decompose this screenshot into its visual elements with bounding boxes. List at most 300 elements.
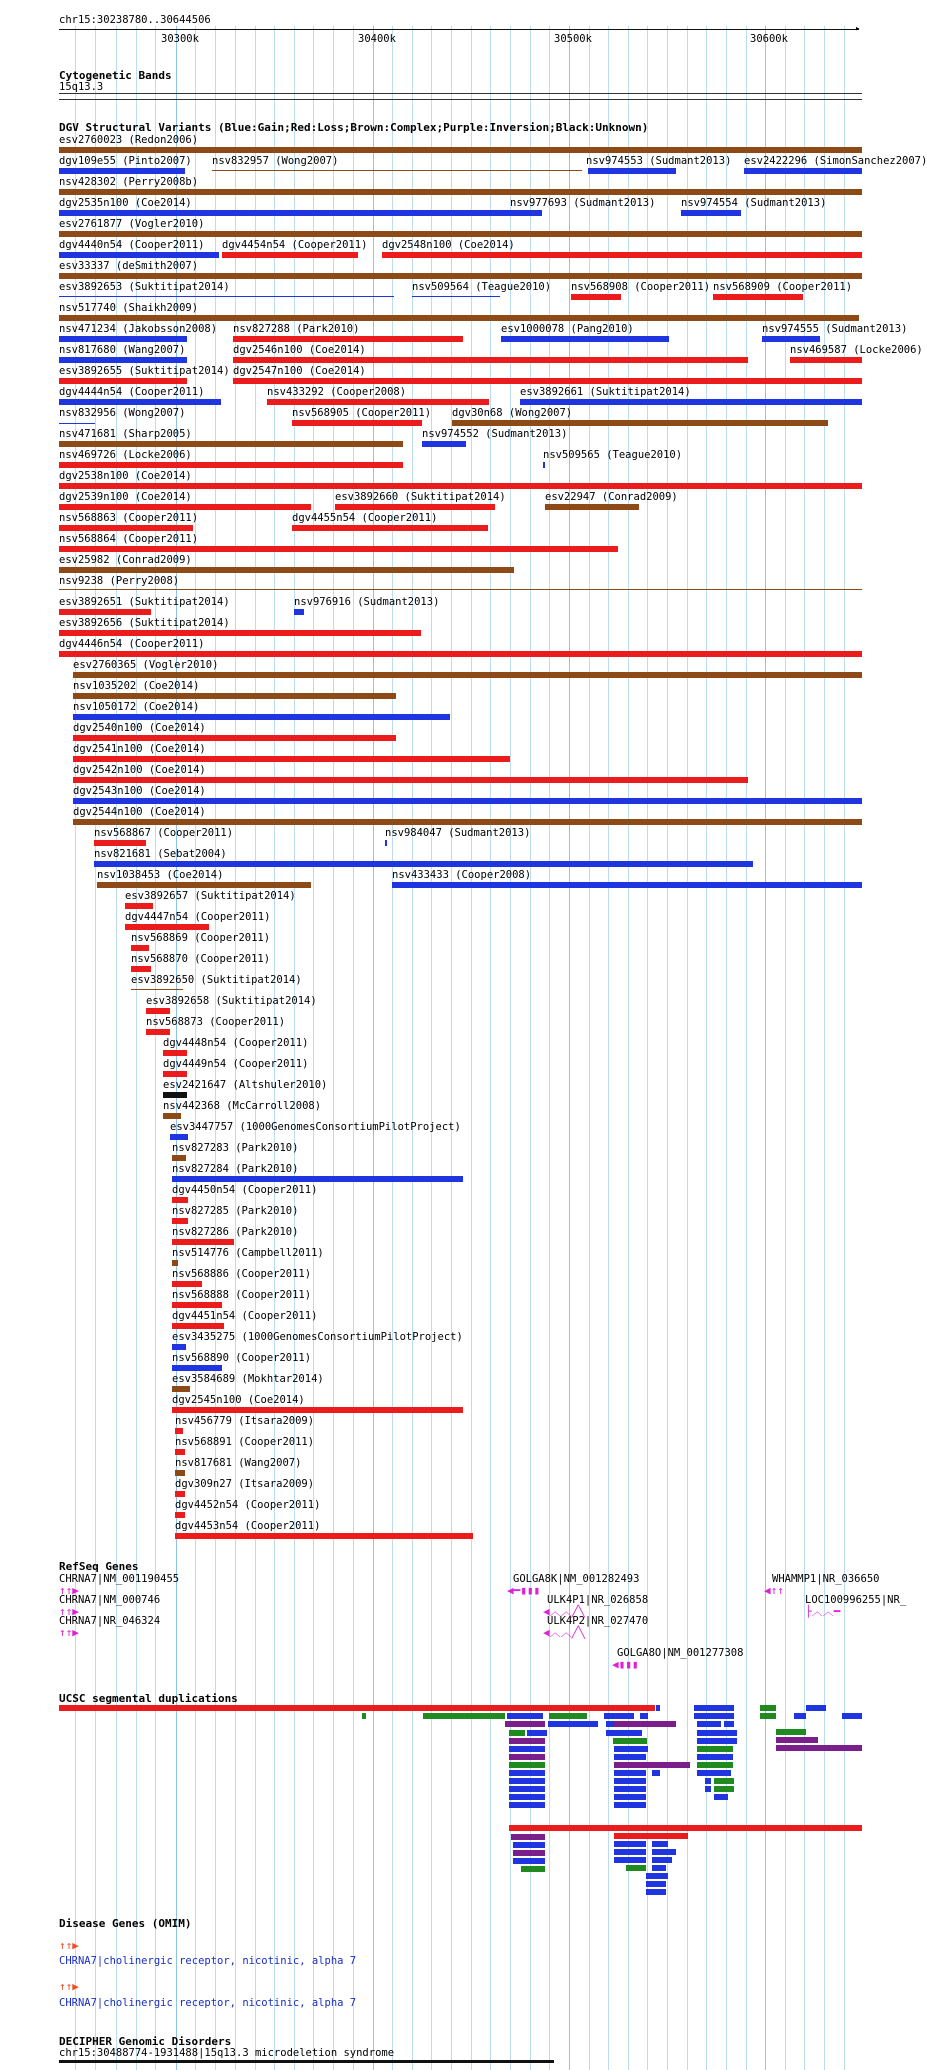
variant-label[interactable]: dgv2547n100 (Coe2014) — [233, 365, 366, 377]
variant-bar[interactable] — [73, 672, 862, 678]
variant-label[interactable]: dgv4446n54 (Cooper2011) — [59, 638, 205, 650]
variant-label[interactable]: nsv1038453 (Coe2014) — [97, 869, 224, 881]
tick-label: 30600k — [750, 33, 788, 45]
variant-label[interactable]: nsv832957 (Wong2007) — [212, 155, 339, 167]
variant-bar[interactable] — [267, 399, 489, 405]
omim-glyph-icon[interactable]: ↑↑▶ — [59, 1939, 79, 1952]
gene-label[interactable]: WHAMMP1|NR_036650 — [772, 1573, 880, 1585]
variant-bar[interactable] — [175, 1491, 185, 1497]
segdup-block[interactable] — [614, 1770, 646, 1776]
segdup-block[interactable] — [842, 1713, 862, 1719]
variant-label[interactable]: esv2761877 (Vogler2010) — [59, 218, 205, 230]
variant-label[interactable]: dgv4451n54 (Cooper2011) — [172, 1310, 318, 1322]
gene-glyph-icon[interactable]: ◀━▮▮▮ — [507, 1584, 541, 1597]
variant-label[interactable]: dgv2539n100 (Coe2014) — [59, 491, 192, 503]
segdup-block[interactable] — [646, 1873, 668, 1879]
variant-bar[interactable] — [59, 168, 185, 174]
variant-label[interactable]: esv3435275 (1000GenomesConsortiumPilotProject) — [172, 1331, 463, 1343]
variant-bar[interactable] — [175, 1470, 185, 1476]
segdup-block[interactable] — [652, 1849, 676, 1855]
segdup-block[interactable] — [714, 1778, 734, 1784]
variant-label[interactable]: nsv984047 (Sudmant2013) — [385, 827, 531, 839]
variant-bar[interactable] — [59, 423, 95, 424]
variant-label[interactable]: nsv568886 (Cooper2011) — [172, 1268, 312, 1280]
variant-bar[interactable] — [294, 609, 304, 615]
segdup-block[interactable] — [549, 1713, 587, 1719]
variant-bar[interactable] — [73, 693, 396, 699]
variant-bar[interactable] — [73, 735, 396, 741]
segdup-block[interactable] — [527, 1730, 547, 1736]
variant-label[interactable]: nsv471681 (Sharp2005) — [59, 428, 192, 440]
segdup-block[interactable] — [614, 1833, 688, 1839]
variant-bar[interactable] — [790, 357, 862, 363]
variant-bar[interactable] — [59, 525, 193, 531]
variant-label[interactable]: dgv2540n100 (Coe2014) — [73, 722, 206, 734]
variant-label[interactable]: nsv509565 (Teague2010) — [543, 449, 683, 461]
variant-label[interactable]: nsv1035202 (Coe2014) — [73, 680, 200, 692]
variant-label[interactable]: esv3892655 (Suktitipat2014) — [59, 365, 230, 377]
variant-label[interactable]: nsv827283 (Park2010) — [172, 1142, 299, 1154]
variant-bar[interactable] — [172, 1365, 222, 1371]
segdup-block[interactable] — [760, 1713, 776, 1719]
segdup-block[interactable] — [652, 1857, 672, 1863]
variant-label[interactable]: nsv568867 (Cooper2011) — [94, 827, 234, 839]
variant-label[interactable]: nsv974553 (Sudmant2013) — [586, 155, 732, 167]
variant-label[interactable]: dgv309n27 (Itsara2009) — [175, 1478, 315, 1490]
variant-bar[interactable] — [744, 168, 862, 174]
segdup-block[interactable] — [697, 1730, 737, 1736]
variant-bar[interactable] — [233, 378, 862, 384]
variant-label[interactable]: esv3892653 (Suktitipat2014) — [59, 281, 230, 293]
variant-label[interactable]: nsv433292 (Cooper2008) — [267, 386, 407, 398]
track-title-decipher[interactable]: DECIPHER Genomic Disorders — [59, 2035, 232, 2048]
segdup-block[interactable] — [656, 1705, 660, 1711]
segdup-block[interactable] — [509, 1825, 862, 1831]
variant-bar[interactable] — [543, 462, 545, 468]
variant-label[interactable]: nsv469587 (Locke2006) — [790, 344, 923, 356]
segdup-block[interactable] — [776, 1737, 818, 1743]
variant-label[interactable]: esv2760023 (Redon2006) — [59, 134, 199, 146]
segdup-block[interactable] — [509, 1738, 545, 1744]
tick-label: 30400k — [358, 33, 396, 45]
segdup-block[interactable] — [705, 1778, 711, 1784]
segdup-block[interactable] — [509, 1754, 545, 1760]
variant-label[interactable]: esv3892651 (Suktitipat2014) — [59, 596, 230, 608]
variant-label[interactable]: nsv827286 (Park2010) — [172, 1226, 299, 1238]
variant-bar[interactable] — [125, 903, 153, 909]
variant-bar[interactable] — [94, 861, 753, 867]
variant-bar[interactable] — [59, 315, 859, 321]
segdup-block[interactable] — [614, 1778, 646, 1784]
variant-label[interactable]: nsv821681 (Sebat2004) — [94, 848, 227, 860]
ruler-arrow-icon: ▸ — [855, 24, 861, 34]
segdup-block[interactable] — [776, 1745, 862, 1751]
segdup-block[interactable] — [724, 1721, 734, 1727]
segdup-block[interactable] — [509, 1802, 545, 1808]
variant-bar[interactable] — [59, 231, 862, 237]
variant-bar[interactable] — [59, 609, 151, 615]
variant-label[interactable]: nsv428302 (Perry2008b) — [59, 176, 199, 188]
variant-label[interactable]: nsv509564 (Teague2010) — [412, 281, 552, 293]
cytoband-line — [59, 93, 862, 94]
variant-label[interactable]: dgv2546n100 (Coe2014) — [233, 344, 366, 356]
omim-entry[interactable]: CHRNA7|cholinergic receptor, nicotinic, alpha 7 — [59, 1955, 357, 1967]
variant-label[interactable]: dgv4454n54 (Cooper2011) — [222, 239, 368, 251]
segdup-block[interactable] — [705, 1786, 711, 1792]
variant-bar[interactable] — [335, 504, 495, 510]
omim-entry[interactable]: CHRNA7|cholinergic receptor, nicotinic, alpha 7 — [59, 1997, 357, 2009]
segdup-block[interactable] — [697, 1738, 737, 1744]
segdup-block[interactable] — [509, 1746, 545, 1752]
variant-bar[interactable] — [59, 147, 862, 153]
track-title-dgv[interactable]: DGV Structural Variants (Blue:Gain;Red:Loss;Brown:Complex;Purple:Inversion;Black:Unknown) — [59, 121, 649, 134]
variant-label[interactable]: nsv568905 (Cooper2011) — [292, 407, 432, 419]
variant-bar[interactable] — [545, 504, 639, 510]
segdup-block[interactable] — [694, 1705, 734, 1711]
variant-bar[interactable] — [97, 882, 311, 888]
variant-bar[interactable] — [59, 252, 219, 258]
variant-bar[interactable] — [146, 1008, 170, 1014]
variant-label[interactable]: esv3447757 (1000GenomesConsortiumPilotProject) — [170, 1121, 461, 1133]
variant-bar[interactable] — [588, 168, 676, 174]
segdup-block[interactable] — [640, 1713, 648, 1719]
variant-label[interactable]: esv3892661 (Suktitipat2014) — [520, 386, 691, 398]
variant-bar[interactable] — [59, 651, 862, 657]
segdup-block[interactable] — [652, 1770, 660, 1776]
variant-label[interactable]: esv3892658 (Suktitipat2014) — [146, 995, 317, 1007]
segdup-block[interactable] — [614, 1754, 646, 1760]
variant-label[interactable]: dgv2545n100 (Coe2014) — [172, 1394, 305, 1406]
segdup-block[interactable] — [614, 1857, 646, 1863]
segdup-block[interactable] — [511, 1834, 545, 1840]
variant-label[interactable]: nsv568870 (Cooper2011) — [131, 953, 271, 965]
variant-label[interactable]: nsv514776 (Campbell2011) — [172, 1247, 324, 1259]
variant-bar[interactable] — [175, 1533, 473, 1539]
variant-label[interactable]: esv3892650 (Suktitipat2014) — [131, 974, 302, 986]
gene-glyph-icon[interactable]: ◀︿︿╱╲ — [543, 1605, 585, 1618]
segdup-block[interactable] — [606, 1730, 642, 1736]
variant-label[interactable]: dgv2544n100 (Coe2014) — [73, 806, 206, 818]
segdup-block[interactable] — [614, 1794, 646, 1800]
variant-bar[interactable] — [172, 1218, 188, 1224]
variant-bar[interactable] — [59, 567, 514, 573]
gene-label[interactable]: LOC100996255|NR_ — [805, 1594, 907, 1606]
segdup-block[interactable] — [509, 1770, 545, 1776]
variant-bar[interactable] — [292, 420, 422, 426]
variant-label[interactable]: nsv568890 (Cooper2011) — [172, 1352, 312, 1364]
segdup-block[interactable] — [794, 1713, 806, 1719]
segdup-block[interactable] — [697, 1762, 733, 1768]
variant-bar[interactable] — [59, 336, 187, 342]
variant-label[interactable]: esv3892660 (Suktitipat2014) — [335, 491, 506, 503]
variant-label[interactable]: nsv568873 (Cooper2011) — [146, 1016, 286, 1028]
variant-bar[interactable] — [172, 1239, 234, 1245]
segdup-block[interactable] — [613, 1738, 647, 1744]
segdup-block[interactable] — [614, 1802, 646, 1808]
gene-glyph-icon[interactable]: ↑↑▶ — [59, 1584, 79, 1597]
segdup-block[interactable] — [509, 1730, 525, 1736]
variant-bar[interactable] — [163, 1092, 187, 1098]
segdup-block[interactable] — [362, 1713, 366, 1719]
variant-bar[interactable] — [382, 252, 862, 258]
variant-label[interactable]: nsv1050172 (Coe2014) — [73, 701, 200, 713]
variant-bar[interactable] — [59, 546, 618, 552]
variant-bar[interactable] — [59, 296, 394, 297]
segdup-block[interactable] — [646, 1889, 666, 1895]
variant-bar[interactable] — [146, 1029, 170, 1035]
variant-bar[interactable] — [172, 1302, 222, 1308]
variant-bar[interactable] — [175, 1512, 185, 1518]
gene-glyph-icon[interactable]: ↑↑▶ — [59, 1626, 79, 1639]
segdup-block[interactable] — [513, 1850, 545, 1856]
variant-label[interactable]: dgv109e55 (Pinto2007) — [59, 155, 192, 167]
variant-bar[interactable] — [59, 210, 542, 216]
variant-bar[interactable] — [131, 945, 149, 951]
segdup-block[interactable] — [646, 1881, 666, 1887]
variant-bar[interactable] — [520, 399, 862, 405]
variant-label[interactable]: nsv442368 (McCarroll2008) — [163, 1100, 322, 1112]
variant-label[interactable]: dgv2543n100 (Coe2014) — [73, 785, 206, 797]
variant-label[interactable]: dgv30n68 (Wong2007) — [452, 407, 573, 419]
variant-label[interactable]: nsv568908 (Cooper2011) — [571, 281, 711, 293]
variant-label[interactable]: esv3892657 (Suktitipat2014) — [125, 890, 296, 902]
segdup-block[interactable] — [505, 1721, 545, 1727]
variant-label[interactable]: dgv2548n100 (Coe2014) — [382, 239, 515, 251]
segdup-block[interactable] — [507, 1713, 543, 1719]
variant-label[interactable]: nsv974554 (Sudmant2013) — [681, 197, 827, 209]
variant-bar[interactable] — [681, 210, 741, 216]
variant-bar[interactable] — [762, 336, 820, 342]
variant-bar[interactable] — [131, 966, 151, 972]
track-title-segdup[interactable]: UCSC segmental duplications — [59, 1692, 238, 1705]
gene-label[interactable]: CHRNA7|NM_001190455 — [59, 1573, 180, 1585]
variant-label[interactable]: dgv2535n100 (Coe2014) — [59, 197, 192, 209]
segdup-block[interactable] — [652, 1841, 668, 1847]
variant-bar[interactable] — [94, 840, 146, 846]
variant-label[interactable]: nsv568863 (Cooper2011) — [59, 512, 199, 524]
gene-glyph-icon[interactable]: ↑↑▶ — [59, 1605, 79, 1618]
gene-label[interactable]: GOLGA8O|NM_001277308 — [617, 1647, 744, 1659]
variant-bar[interactable] — [713, 294, 803, 300]
variant-label[interactable]: nsv471234 (Jakobsson2008) — [59, 323, 218, 335]
gene-label[interactable]: GOLGA8K|NM_001282493 — [513, 1573, 640, 1585]
segdup-block[interactable] — [614, 1841, 646, 1847]
variant-label[interactable]: nsv976916 (Sudmant2013) — [294, 596, 440, 608]
segdup-block[interactable] — [697, 1746, 733, 1752]
variant-bar[interactable] — [233, 357, 748, 363]
variant-bar[interactable] — [172, 1260, 178, 1266]
variant-label[interactable]: dgv4450n54 (Cooper2011) — [172, 1184, 318, 1196]
gene-glyph-icon[interactable]: ◀▮▮▮ — [612, 1658, 639, 1671]
segdup-block[interactable] — [776, 1729, 806, 1735]
variant-label[interactable]: esv2422296 (SimonSanchez2007) — [744, 155, 927, 167]
segdup-block[interactable] — [697, 1770, 731, 1776]
segdup-block[interactable] — [614, 1721, 676, 1727]
variant-bar[interactable] — [392, 882, 862, 888]
variant-label[interactable]: dgv4447n54 (Cooper2011) — [125, 911, 271, 923]
variant-bar[interactable] — [292, 525, 488, 531]
variant-label[interactable]: nsv827284 (Park2010) — [172, 1163, 299, 1175]
variant-bar[interactable] — [59, 589, 862, 590]
variant-bar[interactable] — [59, 357, 187, 363]
segdup-block[interactable] — [509, 1778, 545, 1784]
variant-label[interactable]: nsv817680 (Wang2007) — [59, 344, 186, 356]
gene-label[interactable]: ULK4P2|NR_027470 — [547, 1615, 649, 1627]
variant-bar[interactable] — [412, 296, 500, 297]
variant-label[interactable]: nsv9238 (Perry2008) — [59, 575, 180, 587]
variant-label[interactable]: nsv469726 (Locke2006) — [59, 449, 192, 461]
variant-label[interactable]: esv2421647 (Altshuler2010) — [163, 1079, 328, 1091]
variant-bar[interactable] — [59, 441, 403, 447]
variant-label[interactable]: nsv568869 (Cooper2011) — [131, 932, 271, 944]
variant-bar[interactable] — [125, 924, 209, 930]
variant-bar[interactable] — [172, 1197, 188, 1203]
decipher-bar[interactable] — [59, 2060, 554, 2063]
variant-bar[interactable] — [501, 336, 669, 342]
variant-bar[interactable] — [59, 483, 862, 489]
variant-label[interactable]: esv3584689 (Mokhtar2014) — [172, 1373, 324, 1385]
variant-label[interactable]: esv3892656 (Suktitipat2014) — [59, 617, 230, 629]
variant-bar[interactable] — [73, 756, 510, 762]
gene-label[interactable]: ULK4P1|NR_026858 — [547, 1594, 649, 1606]
variant-label[interactable]: nsv568891 (Cooper2011) — [175, 1436, 315, 1448]
variant-label[interactable]: dgv4452n54 (Cooper2011) — [175, 1499, 321, 1511]
omim-glyph-icon[interactable]: ↑↑▶ — [59, 1980, 79, 1993]
variant-label[interactable]: nsv832956 (Wong2007) — [59, 407, 186, 419]
variant-label[interactable]: dgv2538n100 (Coe2014) — [59, 470, 192, 482]
segdup-block[interactable] — [694, 1713, 734, 1719]
variant-label[interactable]: nsv977693 (Sudmant2013) — [510, 197, 656, 209]
segdup-block[interactable] — [548, 1721, 598, 1727]
variant-bar[interactable] — [59, 189, 862, 195]
variant-label[interactable]: nsv456779 (Itsara2009) — [175, 1415, 315, 1427]
tick-label: 30500k — [554, 33, 592, 45]
segdup-block[interactable] — [513, 1842, 545, 1848]
variant-bar[interactable] — [73, 819, 862, 825]
segdup-block[interactable] — [604, 1713, 634, 1719]
variant-bar[interactable] — [422, 441, 466, 447]
segdup-block[interactable] — [614, 1786, 646, 1792]
variant-label[interactable]: nsv974552 (Sudmant2013) — [422, 428, 568, 440]
variant-bar[interactable] — [59, 462, 403, 468]
track-title-cytoband[interactable]: Cytogenetic Bands — [59, 69, 172, 82]
variant-bar[interactable] — [73, 798, 862, 804]
segdup-block[interactable] — [697, 1754, 733, 1760]
variant-bar[interactable] — [59, 378, 187, 384]
tick-label: 30300k — [161, 33, 199, 45]
segdup-block[interactable] — [614, 1746, 648, 1752]
variant-label[interactable]: nsv974555 (Sudmant2013) — [762, 323, 908, 335]
segdup-block[interactable] — [652, 1865, 666, 1871]
variant-bar[interactable] — [172, 1344, 186, 1350]
variant-bar[interactable] — [172, 1176, 463, 1182]
variant-bar[interactable] — [172, 1155, 186, 1161]
variant-label[interactable]: dgv4440n54 (Cooper2011) — [59, 239, 205, 251]
variant-bar[interactable] — [73, 714, 450, 720]
gene-glyph-icon[interactable]: ├︿︿━ — [805, 1605, 841, 1618]
variant-bar[interactable] — [172, 1407, 463, 1413]
segdup-block[interactable] — [509, 1762, 545, 1768]
variant-label[interactable]: dgv2541n100 (Coe2014) — [73, 743, 206, 755]
segdup-block[interactable] — [626, 1865, 646, 1871]
variant-label[interactable]: nsv433433 (Cooper2008) — [392, 869, 532, 881]
variant-bar[interactable] — [233, 336, 463, 342]
variant-bar[interactable] — [571, 294, 621, 300]
variant-bar[interactable] — [172, 1323, 224, 1329]
variant-bar[interactable] — [59, 630, 421, 636]
variant-label[interactable]: dgv4449n54 (Cooper2011) — [163, 1058, 309, 1070]
variant-bar[interactable] — [172, 1386, 190, 1392]
segdup-block[interactable] — [59, 1705, 655, 1711]
segdup-block[interactable] — [614, 1762, 690, 1768]
variant-bar[interactable] — [172, 1281, 202, 1287]
variant-bar[interactable] — [59, 504, 311, 510]
gene-glyph-icon[interactable]: ◀↑↑ — [764, 1584, 784, 1597]
variant-bar[interactable] — [452, 420, 828, 426]
variant-bar[interactable] — [163, 1050, 187, 1056]
gene-label[interactable]: CHRNA7|NR_046324 — [59, 1615, 161, 1627]
variant-bar[interactable] — [73, 777, 748, 783]
variant-label[interactable]: dgv2542n100 (Coe2014) — [73, 764, 206, 776]
decipher-entry[interactable]: chr15:30488774-1931488|15q13.3 microdeletion syndrome — [59, 2047, 395, 2059]
segdup-block[interactable] — [513, 1858, 545, 1864]
track-title-refseq[interactable]: RefSeq Genes — [59, 1560, 139, 1573]
segdup-block[interactable] — [521, 1866, 545, 1872]
segdup-block[interactable] — [509, 1794, 545, 1800]
segdup-block[interactable] — [697, 1721, 721, 1727]
variant-label[interactable]: esv25982 (Conrad2009) — [59, 554, 192, 566]
variant-bar[interactable] — [212, 170, 582, 171]
variant-label[interactable]: nsv817681 (Wang2007) — [175, 1457, 302, 1469]
cytoband-label: 15q13.3 — [59, 81, 104, 93]
variant-label[interactable]: esv2760365 (Vogler2010) — [73, 659, 219, 671]
variant-bar[interactable] — [163, 1113, 181, 1119]
variant-label[interactable]: esv22947 (Conrad2009) — [545, 491, 678, 503]
variant-label[interactable]: nsv827285 (Park2010) — [172, 1205, 299, 1217]
track-title-omim[interactable]: Disease Genes (OMIM) — [59, 1917, 192, 1930]
segdup-block[interactable] — [614, 1849, 646, 1855]
variant-label[interactable]: nsv568864 (Cooper2011) — [59, 533, 199, 545]
variant-label[interactable]: dgv4455n54 (Cooper2011) — [292, 512, 438, 524]
segdup-block[interactable] — [760, 1705, 776, 1711]
variant-bar[interactable] — [175, 1449, 185, 1455]
variant-bar[interactable] — [131, 989, 183, 990]
variant-label[interactable]: nsv827288 (Park2010) — [233, 323, 360, 335]
variant-bar[interactable] — [163, 1071, 187, 1077]
variant-bar[interactable] — [170, 1134, 188, 1140]
variant-bar[interactable] — [59, 273, 862, 279]
variant-label[interactable]: nsv568888 (Cooper2011) — [172, 1289, 312, 1301]
variant-bar[interactable] — [222, 252, 358, 258]
variant-label[interactable]: dgv4448n54 (Cooper2011) — [163, 1037, 309, 1049]
segdup-block[interactable] — [806, 1705, 826, 1711]
variant-label[interactable]: dgv4453n54 (Cooper2011) — [175, 1520, 321, 1532]
gene-label[interactable]: CHRNA7|NM_000746 — [59, 1594, 161, 1606]
variant-bar[interactable] — [385, 840, 387, 846]
variant-label[interactable]: nsv568909 (Cooper2011) — [713, 281, 853, 293]
segdup-block[interactable] — [509, 1786, 545, 1792]
segdup-block[interactable] — [714, 1786, 734, 1792]
variant-label[interactable]: nsv517740 (Shaikh2009) — [59, 302, 199, 314]
gene-glyph-icon[interactable]: ◀︿︿╱╲ — [543, 1626, 585, 1639]
variant-label[interactable]: esv1000078 (Pang2010) — [501, 323, 634, 335]
variant-label[interactable]: dgv4444n54 (Cooper2011) — [59, 386, 205, 398]
variant-bar[interactable] — [59, 399, 221, 405]
variant-label[interactable]: esv33337 (deSmith2007) — [59, 260, 199, 272]
segdup-block[interactable] — [714, 1794, 728, 1800]
segdup-block[interactable] — [423, 1713, 505, 1719]
variant-bar[interactable] — [175, 1428, 183, 1434]
